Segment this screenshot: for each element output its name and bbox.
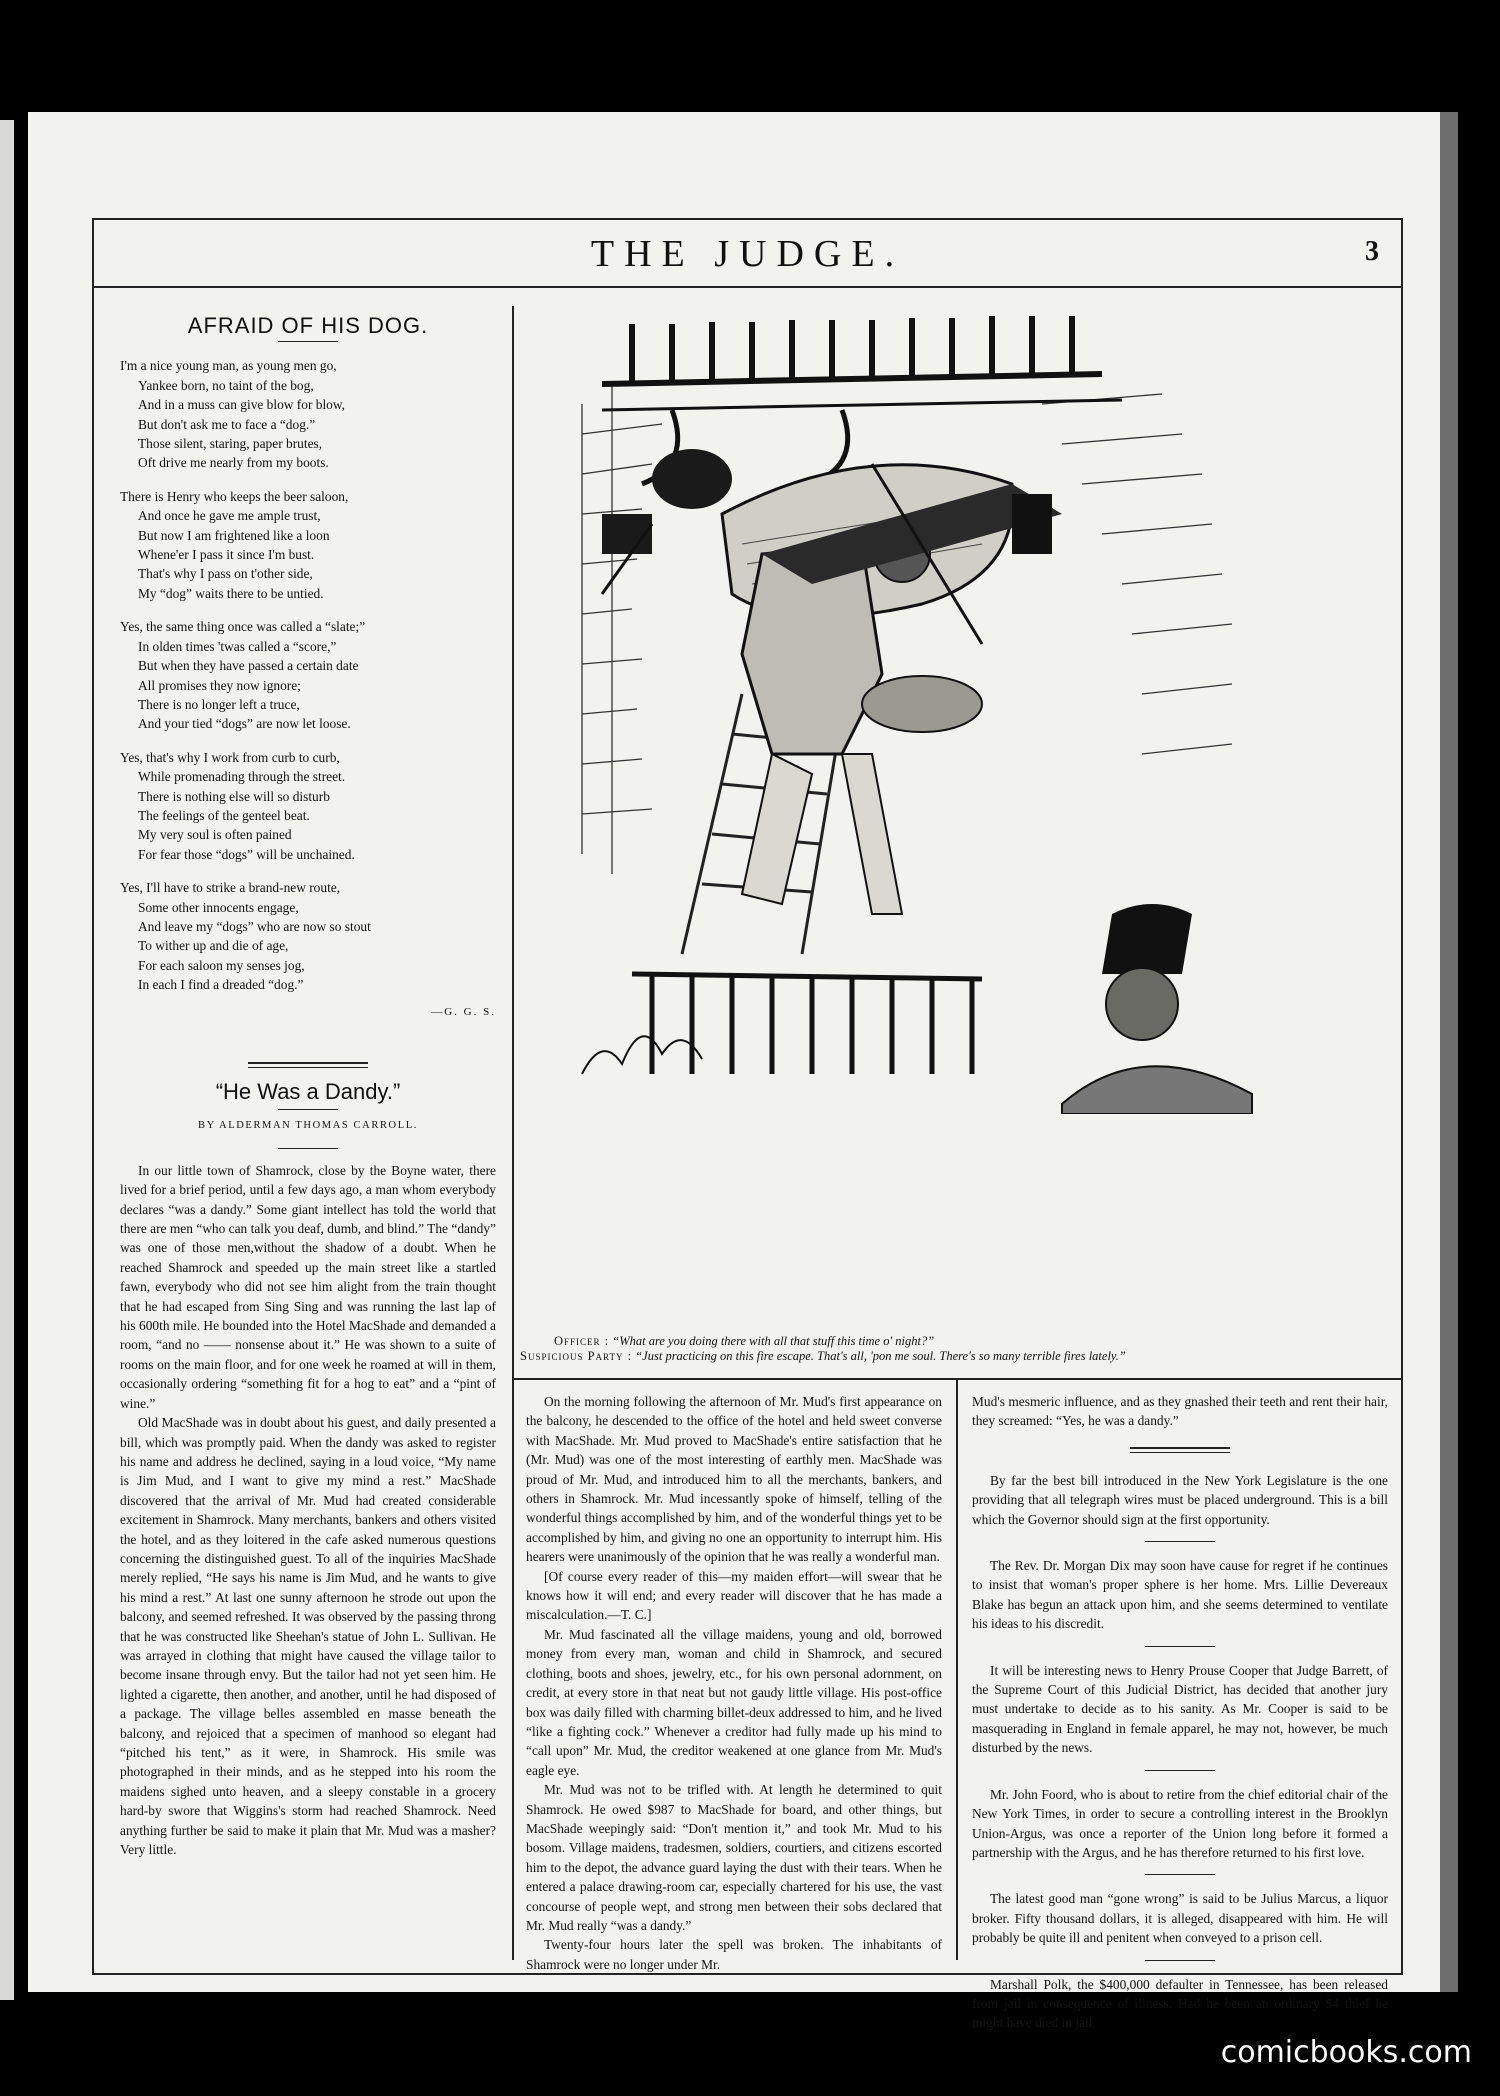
poem-line: Some other innocents engage, [138,899,299,915]
poem-line: And in a muss can give blow for blow, [138,397,346,413]
masthead-title: THE JUDGE. [590,233,905,275]
column-rule-right [956,1380,958,1960]
news-item: Marshall Polk, the $400,000 defaulter in Tennessee, has been released from jail in consequence of illness. Had he been an ordinary $4 thief he might have died in jail. [972,1976,1388,2031]
poem-line: I'm a nice young man, as young men go, [120,358,337,374]
story-title-rule [278,1109,338,1110]
poem-line: Those silent, staring, paper brutes, [138,436,323,452]
masthead [94,220,1401,288]
poem-line: And leave my “dogs” who are now so stout [138,918,371,934]
poem-line: But when they have passed a certain date [138,658,359,674]
story-paragraph: Mr. Mud fascinated all the village maidens, young and old, borrowed money from every man, woman and child in Shamrock, and secured clothing, boots and shoes, jewelry, etc., for his own personal adornment, on credit, at every store in that neat but not gaudy little village. His post-office box was daily filled with charming billet-deux addressed to him, and he lived “like a fighting cock.” Whenever a creditor had fully made up his mind to “call upon” Mr. Mud, the creditor weakened at one glance from Mr. Mud's eagle eye. [526,1626,942,1778]
item-divider [1145,1874,1215,1875]
poem-stanza [120,356,496,472]
poem-line: My very soul is often pained [138,827,292,843]
poem-line: And your tied “dogs” are now let loose. [138,716,351,732]
poem-signature: —G. G. S. [431,1005,496,1018]
poem-title: AFRAID OF HIS DOG. [187,313,429,338]
page-frame [92,218,1403,2031]
news-item: The latest good man “gone wrong” is said to be Julius Marcus, a liquor broker. Fifty thousand dollars, it is alleged, disappeared with him. He will probably be quite ill and penitent when conveyed to a prison cell. [972,1891,1388,1946]
poem-line: But now I am frightened like a loon [138,527,330,543]
story-paragraph: In our little town of Shamrock, close by the Boyne water, there lived for a brief period, until a few days ago, a man whom everybody declares “was a dandy.” Some giant intellect has told the world that there are men “who can talk you deaf, dumb, and blind.” The “dandy” was one of those men,without the shadow of a doubt. When he reached Shamrock and speeded up the main street like a startled fawn, everybody who did not see him alight from the train thought that he had escaped from Sing Sing and was running the last lap of his 600th mile. He bounded into the Hotel MacShade and demanded a room, “and no —— nonsense about it.” He was shown to a suite of rooms on the main floor, and for one week he roamed at will in them, occasionally ordering “something fit for a hog to eat” and a “pint of wine.” [120,1162,496,1411]
column-rule-left [512,306,514,1960]
fire-escape-cartoon [542,314,1262,1114]
item-divider [1145,1770,1215,1771]
poem-line: In each I find a dreaded “dog.” [138,977,304,993]
section-divider [248,1062,368,1068]
caption-party-line [514,1349,1374,1364]
poem-line: But don't ask me to face a “dog.” [138,416,316,432]
poem-line: Oft drive me nearly from my boots. [138,455,329,471]
poem-line: For fear those “dogs” will be unchained. [138,846,355,862]
right-column [972,1392,1388,2033]
poem-body [120,356,496,994]
poem-line: There is no longer left a truce, [138,696,300,712]
news-item: Mr. John Foord, who is about to retire from the chief editorial chair of the New York Times, in order to secure a controlling interest in the Brooklyn Union-Argus, was once a reporter of the Union long before it formed a partnership with the Argus, and he has therefore returned to his first love. [972,1786,1388,1860]
poem-line: For each saloon my senses jog, [138,957,305,973]
story-title: “He Was a Dandy.” [215,1079,401,1104]
caption-party-text: “Just practicing on this fire escape. That's all, 'pon me soul. There's so many terrible fires lately.” [635,1349,1126,1363]
item-divider [1145,1646,1215,1647]
story-column-1 [120,1161,496,1860]
poem-line: All promises they now ignore; [138,677,301,693]
poem-line: Yes, I'll have to strike a brand-new route, [120,880,341,896]
news-item: By far the best bill introduced in the New York Legislature is the one providing that all telegraph wires must be placed underground. This is a bill which the Governor should sign at the first opportunity. [972,1472,1388,1527]
story-paragraph: Mr. Mud was not to be trifled with. At length he determined to quit Shamrock. He owed $987 to MacShade for board, and other things, but MacShade weepingly said: “Don't mention it,” and took Mr. Mud to his bosom. Village maidens, tradesmen, soldiers, courtiers, and citizens escorted him to the depot, the advance guard laying the dust with their tears. When he entered a palace drawing-room car, especially chartered for his use, the vast concourse of people wept, and strong men between their sobs declared that Mr. Mud really “was a dandy.” [526,1782,942,1933]
story-column-2 [526,1392,942,1974]
story-paragraph: Twenty-four hours later the spell was broken. The inhabitants of Shamrock were no longer under Mr. [526,1937,942,1972]
left-column [120,294,496,1859]
cartoon-caption [514,1334,1374,1364]
caption-party-label: Suspicious Party : [520,1349,633,1363]
poem-line: There is Henry who keeps the beer saloon, [120,488,349,504]
poem-line: There is nothing else will so disturb [138,788,330,804]
news-item: The Rev. Dr. Morgan Dix may soon have cause for regret if he continues to insist that woman's proper sphere is her home. Mrs. Lillie Devereaux Blake has begun an attack upon him, and she seems determined to ventilate his ideas to his discredit. [972,1558,1388,1632]
story-paragraph: On the morning following the afternoon of Mr. Mud's first appearance on the balcony, he descended to the office of the hotel and held sweet converse with MacShade. Mr. Mud proved to MacShade's entire satisfaction that he (Mr. Mud) was one of the most interesting of earthly men. MacShade was proud of Mr. Mud, and introduced him to all the merchants, bankers, and others in Shamrock. Mr. Mud incessantly spoke of himself, telling of the wonderful things accomplished by him, and of the wonderful things yet to be accomplished by him, and giving no one an opportunity to interrupt him. His hearers were unanimously of the opinion that he was really a wonderful man. [526,1394,942,1565]
poem-line: My “dog” waits there to be untied. [138,585,324,601]
poem-line: The feelings of the genteel beat. [138,807,310,823]
story-paragraph: [Of course every reader of this—my maiden effort—will swear that he knows how it will end; and every reader will discover that he has made a miscalculation.—T. C.] [526,1568,942,1623]
poem-stanza [120,617,496,733]
poem-line: In olden times 'twas called a “score,” [138,638,337,654]
news-item: It will be interesting news to Henry Prouse Cooper that Judge Barrett, of the Supreme Court of this Judicial District, has decided that another jury must undertake to decide as to his sanity. As Mr. Cooper is said to be masquerading in England in female apparel, he may not, however, be much disturbed by the news. [972,1662,1388,1756]
item-divider [1145,1541,1215,1542]
right-divider [1130,1447,1230,1453]
item-divider [1145,1960,1215,1961]
poem-stanza [120,487,496,603]
poem-line: Yes, that's why I work from curb to curb, [120,749,340,765]
adjacent-page-edge [0,120,14,2000]
watermark: comicbooks.com [1220,2035,1472,2070]
story-paragraph: Old MacShade was in doubt about his guest, and daily presented a bill, which was promptly paid. When the dandy was asked to register his name and address he declined, saying in a loud voice, “My name is Jim Mud, and I want to give my mind a rest.” MacShade discovered that the arrival of Mr. Mud had created considerable excitement in Shamrock. Many merchants, bankers and others visited the hotel, and as they loitered in the cafe asked numerous questions concerning the distinguished guest. To all of the inquiries MacShade merely replied, “He says his name is Jim Mud, and he wants to give his mind a rest.” At last one sunny afternoon he strode out upon the balcony, and seemed refreshed. It was observed by the passing throng that he was constructed like Sheehan's statue of John L. Sullivan. He was arrayed in clothing that might have caused the village tailor to become insane through envy. But the tailor had not yet seen him. He lighted a cigarette, then another, and another, until he had disposed of a package. The village belles assembled en masse beneath the balcony, and rejoiced that a specimen of manhood so elegant had “pitched his tent,” as it were, in Shamrock. His smile was photographed in their minds, and as he stepped into his room the maidens sighed unto heaven, and a sleepy constable in a grocery hard-by swore that Wiggins's storm had reached Shamrock. Need anything further be said to make it plain that Mr. Mud was a masher? Very little. [120,1415,496,1858]
poem-line: Yes, the same thing once was called a “slate;” [120,619,366,635]
caption-officer-label: Officer : [554,1334,610,1348]
poem-line: To wither up and die of age, [138,938,289,954]
story-byline: BY ALDERMAN THOMAS CARROLL. [198,1120,418,1132]
poem-title-rule [278,341,338,342]
poem-line: And once he gave me ample trust, [138,508,321,524]
poem-line: That's why I pass on t'other side, [138,566,313,582]
poem-line: Whene'er I pass it since I'm bust. [138,547,315,563]
caption-officer-text: “What are you doing there with all that stuff this time o' night?” [612,1334,935,1348]
caption-officer-line [514,1334,1374,1349]
byline-rule [278,1148,338,1149]
page-number: 3 [1365,236,1379,267]
cartoon-bottom-rule [512,1378,1403,1380]
story-continuation: Mud's mesmeric influence, and as they gnashed their teeth and rent their hair, they screamed: “Yes, he was a dandy.” [972,1394,1388,1429]
poem-stanza [120,748,496,864]
poem-line: While promenading through the street. [138,769,346,785]
poem-line: Yankee born, no taint of the bog, [138,377,314,393]
news-items [972,1467,1388,2033]
poem-stanza [120,878,496,994]
